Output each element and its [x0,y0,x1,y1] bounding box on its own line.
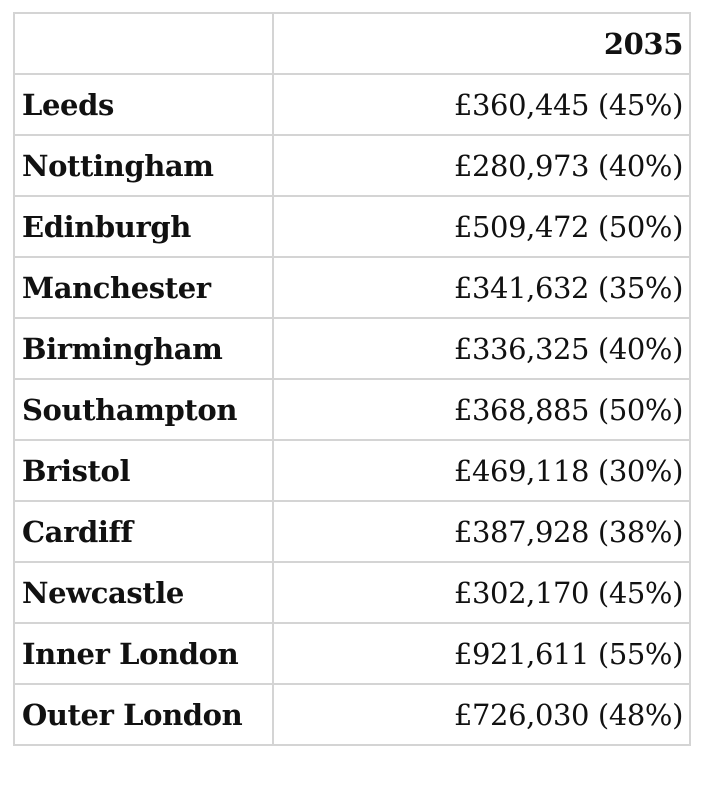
table-row [14,501,690,562]
city-name-cell: Newcastle [14,562,273,623]
table-row [14,623,690,684]
table-row [14,257,690,318]
data-table [13,12,691,746]
header-row [14,13,690,74]
city-name-cell: Inner London [14,623,273,684]
table-body [14,74,690,745]
table-row [14,684,690,745]
city-name-cell: Cardiff [14,501,273,562]
city-name-cell: Southampton [14,379,273,440]
city-name-cell: Leeds [14,74,273,135]
city-name-cell: Edinburgh [14,196,273,257]
table-row [14,440,690,501]
price-value-cell: £921,611 (55%) [273,623,690,684]
city-name-cell: Bristol [14,440,273,501]
city-name-cell: Nottingham [14,135,273,196]
header-year-cell: 2035 [273,13,690,74]
table-row [14,196,690,257]
city-name-cell: Manchester [14,257,273,318]
price-value-cell: £341,632 (35%) [273,257,690,318]
price-value-cell: £509,472 (50%) [273,196,690,257]
price-value-cell: £360,445 (45%) [273,74,690,135]
table-row [14,379,690,440]
price-value-cell: £280,973 (40%) [273,135,690,196]
price-value-cell: £368,885 (50%) [273,379,690,440]
table-row [14,74,690,135]
table-row [14,135,690,196]
price-value-cell: £469,118 (30%) [273,440,690,501]
price-value-cell: £726,030 (48%) [273,684,690,745]
table-row [14,318,690,379]
city-name-cell: Birmingham [14,318,273,379]
city-name-cell: Outer London [14,684,273,745]
table-row [14,562,690,623]
price-value-cell: £387,928 (38%) [273,501,690,562]
price-value-cell: £302,170 (45%) [273,562,690,623]
header-corner-cell [14,13,273,74]
price-value-cell: £336,325 (40%) [273,318,690,379]
